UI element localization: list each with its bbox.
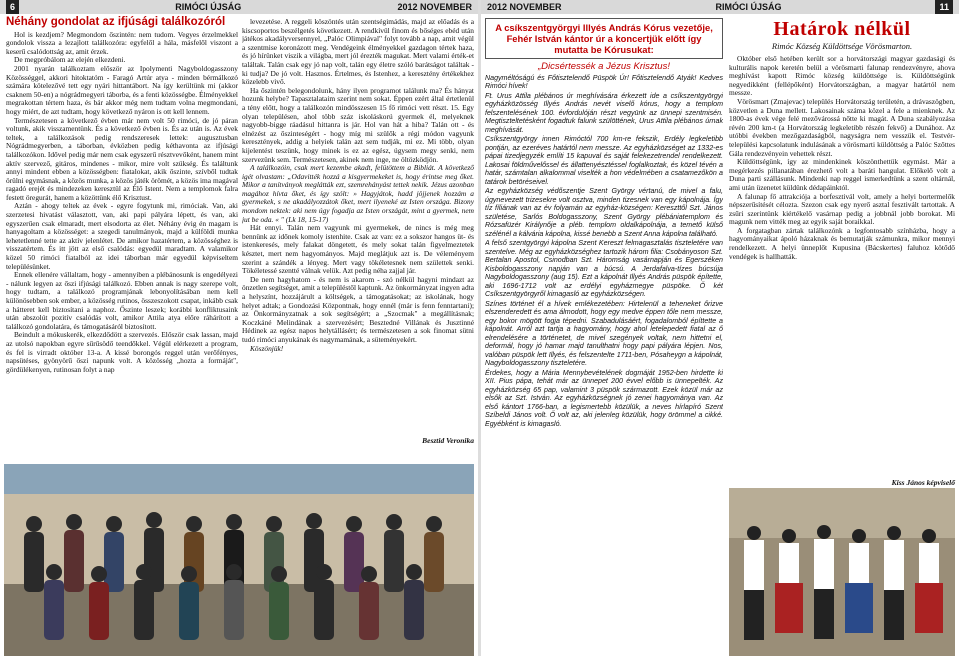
- paragraph: Küldöttségünk, így az mindenkinek köszönthettük egymást. Már a megérkezés pillanatában érezhető volt a baráti hangulat. Előkelő volt a Duna parti szállásunk. Mindenki nap reggel ismerkedtünk a szent oltárnál, ami után üzenetet küldünk dédapáinktól.: [729, 157, 955, 192]
- paragraph: Nagyméltóságú és Főtisztelendő Püspök Úr! Főtisztelendő Atyák! Kedves Rimóci hívek!: [485, 73, 723, 90]
- paragraph: A falunap fő attrakciója a borfesztivál volt, amely a helyi bortermelők népszerűsítését célozta. Szezon csak egy nyerő asztal fesztivált tartottak. A zsűri szerintünk kiértékelő vasárnap pedig a jobbnál jobb borokat. Mi magunk nem vitték meg az egyik saját boraikkal.: [729, 191, 955, 227]
- paragraph: Természetesen a következő évben már nem volt 50 rimóci, de jó páran voltunk, akik visszamentünk. És a következő évben is. És az után is. Az évek teltek, a találkozások pedig rendszeresek lettek: augusztusban Nógrádmegyerben, a táborban, évközben pedig kéthavonta az ifjúsági találkozókon. Idővel pedig már nem csak egyszerű résztvevőként, hanem mint aktív szervező, gitáros, mindenes - mikor, mire volt szükség. És találtunk annyi mindent ebben a közösségben: fiatalokat, akik őszinte, szívből tudtak örülni egymásnak, a közös munka, a közös játék örömét, a közös ima magával ragadó erejét és mindezeken keresztül az Élő Istent. Nem a templomok falra festett öregurát, hanem a közöttünk élő Krisztust.: [6, 115, 238, 202]
- paragraph: Ha őszintén belegondolunk, hány ilyen programot találunk ma? És hányat hozunk helybe? Tapasztalataim szerint nem sokat. Éppen ezért által értetlenül a tény előtt, hogy a találkozón mindösszesen 15 fő rimóci vett részt. 15. Egy olyan településen, ahol több száz iskoláskorú gyermek él, melyeknek nagyobb-bigge ráadásul hittanra is jár. Hol van hát a hiba? Talán ott - és elnézést az őszinteségért - hogy míg mi szülők a régi módon vagyunk keresztények, addig a helyiek talán azt sem tudják, mi ez. Mi több, olyan kijelentést teszünk, hogy minek is ez az egész, úgysem megy senki, nem szervezünk sem. Természetesen, akinek nem inge, ne öltözködjön.: [242, 85, 474, 164]
- paragraph: A felső szentgyörgyi kápolna Szent Kereszt felmagasztalás tiszteletére van szentelve. Még az egyházközséghez tartozik három filia: Csobányoson Szt. Bertalan Apostol, Csinodban Szt. Háromság vasárnapján és Egerszéken Kisboldogasszony napján van a búcsú. A Jerdafalva-tízes búcsúja Nagyboldogasszony (aug 15). Ezt a kápolnát Illyés András püspök építette, aki 1696-1712 volt az erdélyi egyházmegye püspöke. Ő két Csíkszentgyörgyről kimagasló az egyházközségen.: [485, 239, 723, 298]
- left-page: [0, 0, 478, 656]
- paragraph: Hol is kezdjem? Megmondom őszintén: nem tudom. Vegyes érzelmekkel gondolok vissza a lezajlott találkozóra: egyfelől a hála, másfelől viszont a keserű csalódottság az, amit érzek.: [6, 29, 238, 56]
- paragraph: Köszönjük!: [250, 343, 284, 353]
- paragraph: Érdekes, hogy a Mária Mennybevételének dogmáját 1952-ben hirdette ki XII. Pius pápa, tehát már az ünnepet 200 évvel előbb is ünnepelték. Az egyházközség 65 pap, valamint 3 püspök származott. Ezek közül már az elsők az Szt. István. Az egyházközségnek jó zenei hagyománya van. Az első kántort 1766-ban, a legismertebb közülük, a neves hírlapíró Szent Szíbeldi János volt. Ő volt az, aki jelenleg közülük, hogy örömmel a cikké. Egyébként is kimagasló.: [485, 368, 723, 428]
- paragraph: A találkozóin, csak mert kezembe akadt, felütöttem a Bibliát. A következő igét olvastam: „Odavitték hozzá a kisgyermekeket is, hogy érintse meg őket. Mikor a tanítványok meglátták ezt, szemrehányást tettek nekik. Jézus azonban magához hívta őket, és így szólt: » Hagyjátok, hadd jöjjenek hozzám a gyermekek, s ne akadályozzátok őket, mert ilyeneké az Isten országa. Bizony mondom nektek: aki nem úgy fogadja az Isten országát, mint a gyermek, nem jut be oda. « " (Lk 18, 15-17): [242, 163, 474, 224]
- paragraph: Vörösmart (Zmajevac) település Horvátország területén, a drávaszögben, közvetlen a Duna mellett. Lakosainak száma közel a fele a mienknek. Az 1800-as évek vége felé mezővárossá nőtte ki magát. A Duna szabályozása révén 200 km-t (a Horvátország legkeletibb részén fekvő) a Dunához. Az utóbbi években mezőgazdaságból, nagyságra nem vesszük el. Testvér-települési kapcsolatunk indulásának a vörösmarti küldöttség a Palóc Szőttes Gála rendezvényein vehettek részt.: [729, 96, 955, 158]
- paragraph: Ennek ellenére vállaltam, hogy - amennyiben a plébánosunk is engedélyezi - nálunk legyen az őszi ifjúsági találkozó. Ebben annak is nagy szerepe volt, hogy tudtam, a találkozó programjának lebonyolításában nem kell különösebben sok ember, a közösség rutinos, összeszokott csapat, inkább csak a hátteret kell biztosítani a naphoz. Őszinte leszek; korábbi konfliktusaink után abszolút pozitív csalódás volt, amikor Attila atya előre ráhárított a találkozó gondolatára, és támogatásáról biztosított.: [6, 270, 238, 331]
- paragraph: Október első hetében került sor a horvátországi magyar gazdasági és kulturális napok keretén belül a vörösmarti falunap rendezvényre, ahova meghívást kapott Rimóc község küldöttsége is. Küldöttségünk negyedikként (fellépőként) Horvátországban, a magyar határtól nem messze.: [729, 55, 955, 98]
- choir-article-title: A csíkszentgyörgyi Illyés András Kórus vezetője, Fehér István kántor úr a koncertjük előtt így mutatta be Kórusukat:: [495, 22, 713, 55]
- folk-dance-photo: [729, 488, 955, 656]
- choir-article: [485, 18, 723, 656]
- folk-dance-photo-image: [729, 488, 955, 656]
- borders-article-body: [729, 55, 955, 261]
- paragraph: Színes történet él a hívek emlékezetében: Hirtelenül a teheneket őrizve elszenderedett és ama álmodott, hogy egy medve éppen tőle nem messze, egy bokor mögött fogja tépedni. Szabadulásáért, fogadalomból építtette a kápolnát. Arról azt tartja a hagyomány, hogy ahol letelepedett fiatal az ő elrendelésére a történetet, de mivel szegények voltak, nem hittetni el, deformál, hogy jó hamar majd tanulthatni hogy papi pályára lépjen. Nos, valóban püspök lett Illyés, és felszentelte 1711-ben, Pósaheygn a kápolnát, Nagyboldogasszony tiszteletére.: [485, 299, 723, 367]
- greeting: „Dicsértessék a Jézus Krisztus!: [538, 61, 670, 72]
- article-column-1: [6, 16, 238, 462]
- paragraph: A forgatagban zártak találkozónk a legfontosabb színházba, hogy a hagyományaikat ápoló házaknak és bemutatják számunkra, mikor mennyi rendelkezett. A helyi ünneplőt Kupusina (Bácskertes) faluhoz kötődő vendégek is hallhatták.: [729, 225, 955, 261]
- paragraph: De megpróbálom az elején elkezdeni.: [14, 55, 126, 65]
- publication-name: RIMÓCI ÚJSÁG: [175, 2, 242, 12]
- borders-article-byline: Rimóc Község Küldöttsége Vörösmarton.: [771, 41, 913, 51]
- borders-article: [729, 18, 955, 486]
- signature: Besztid Veronika: [422, 436, 474, 445]
- choir-article-title-box: [485, 18, 723, 59]
- paragraph: Csíkszentgyörgy innen Rimóctól 700 km-re fekszik, Erdély legkeletibb pontján, az ezeréves határtól nem messze. Az egyházközséget az 1332-es pápai tizedjegyzék említi 15 kapuval és saját felekezetrendel rendelkezett. Lakosai földművelőssel és állattenyésztéssel foglalkoztak, és közel tévén a határ, számtalan alkalommal viselték a hon védelmében a csatamezőkön a tatárok betöréseivel.: [485, 135, 723, 186]
- group-photo: [4, 464, 474, 656]
- right-page-header: [481, 0, 959, 14]
- paragraph: Az egyházközség védőszentje Szent György vértanú, de mivel a falu, úgynevezett trizesekre volt osztva, minden tizesnek van egy kápolnája. Így tíz fíliának van az év folyamán az egyház-községen: Kereszttől Szt. János születése, Sarlós Boldogasszony, Szent György plébániatemplom és Rózsafüzér Királynője a pléb. templom oldalkápolnája, a temető külső szélénél a kálvária kápolna, kissé benebb a Szent Anna kápolna található.: [485, 187, 723, 238]
- right-page: [481, 0, 959, 656]
- borders-signature: Kiss János képviselő: [891, 478, 955, 487]
- article-title: Néhány gondolat az ifjúsági találkozóról: [6, 16, 226, 28]
- paragraph: 2001 nyarán találkoztam először az Ipolymenti Nagyboldogasszony Közösséggel, akkori hitoktatóm - Faragó Artúr atya - minden bérmálkozó számára kötelezővé tett egy nyári hittantábort. Na így kerültünk mi (akkor csaknem 50-en) a nógrádmegyeri táborba, és a fenti közösségbe. Élményekkel megrakottan tértem haza, és bár akkor még nem tudtam volna megmondani, hogy miért, de azt tudtam, hogy következő nyáron is ott kell lennem.: [6, 63, 238, 116]
- page-number: 6: [6, 0, 19, 14]
- paragraph: Beindult a mókuskerék, elkezdődött a szervezés. Először csak lassan, majd az utolsó napokban egyre sűrűsödő teendőkkel. Végül elérkezett a program, és fel is virradt október 13-a. A kissé borongós reggel után verőfényes, napsütéses, gyönyörű őszi napunk volt. A közösség „hozta a formáját", gördülékenyen, rutinosan folyt a nap: [6, 330, 238, 374]
- choir-article-body: [485, 63, 723, 428]
- left-page-header: [0, 0, 478, 14]
- paragraph: Hát ennyi. Talán nem vagyunk mi gyermekek, de nincs is még meg bennünk az időnek komoly istenhite. Csak az van: ez a sokszor hangos üt- és istenkeresés, mely falakat döngetett, és mely sokat talán figyelmeztetek késztet, mert nem hagyományos. Majd meglátjuk azt is. De véleményem szerint a szándék a lényeg. Mert vagy tökéletesnek nem születtek senki. Tökéletessé szentté válnak velük. Azt pedig néha zajjal jár.: [242, 223, 474, 276]
- issue-date: 2012 NOVEMBER: [487, 2, 562, 12]
- page-number: 11: [935, 0, 953, 14]
- paragraph: Ft. Urus Attila plébános úr meghívására érkezett ide a csíkszentgyörgyi egyházközösség Illyés András nevét viselő kórus, hogy a templom felszentelésének 100. évfordulóján részt vegyünk az ünnepi szentmisén. Megtiszteltetésként fogadtuk falunk szülöttének, Urus Attila plébános úrnak meghívását.: [485, 91, 723, 134]
- paragraph: levezetése. A reggeli köszöntés után szentségimádás, majd az előadás és a kiscsoportos beszélgetés következett. A rendkívül finom és bőséges ebéd után játékos akadályversennyel, „Palóc Olimpiával" folyt tovább a nap, amit végül a szentmise koronázott meg. Vendégeink élményekkel gazdagon tértek haza, és jó hírünket viszik a világba, mert jól érezték magukat. Mert valami érték-et találtak. Talán csak egy jó nap volt, talán egy életre szóló barátságot találtak - ki tudja? De jó volt. Hasznos. Értelmes, és Istenhez, a keresztény értékekhez közelebb vivő.: [242, 18, 474, 87]
- paragraph: Aztán - ahogy teltek az évek - egyre fogytunk mi, rimóciak. Van, aki szerzetesi hivatást választott, van, aki papi pályára lépett, és van, aki egyszerűen csak elmaradt, mert elsodorta az élet. Néhány évig én magam is hanyagoltam a közösséget: a szegedi tanulmányok, majd a külföldi munka lehetetlenné tette az aktív jelenlétet. De amikor hazatértem, a közösséghez is visszatértem. És itt jött az első csalódás: egyedül maradtam. A valamikor közel 50 rimóci fiatalból az idei táborban már egyedül képviseltem településünket.: [6, 201, 238, 271]
- article-column-2: [242, 18, 474, 452]
- group-photo-image: [4, 464, 474, 656]
- borders-article-title: Határok nélkül: [773, 18, 911, 40]
- issue-date: 2012 NOVEMBER: [397, 2, 472, 12]
- publication-name: RIMÓCI ÚJSÁG: [715, 2, 782, 12]
- paragraph: De nem hagyhatom - és nem is akarom - szó nélkül hagyni mindazt az önzetlen segítséget, amit a településtől kaptunk. Az önkormányzat ingyen adta a helyszínt, hozzájárult a költségek, a támogatásokat; az iskolának, hogy helyet adtak; a Gondozási Központnak, hogy ennél (már is fenn fenntartani); az Önkormányzatnak a sok segítségért; a „Szocmak" a megállításnak; Koczkáné Melindának a szervezésért; Besztedné Villának és Jusztinné Hédinek az egész napos helytállásért; és természetesen a sok finomat sütni tudó rimóci anyukának és nagymamának, a süteményekért.: [242, 274, 474, 344]
